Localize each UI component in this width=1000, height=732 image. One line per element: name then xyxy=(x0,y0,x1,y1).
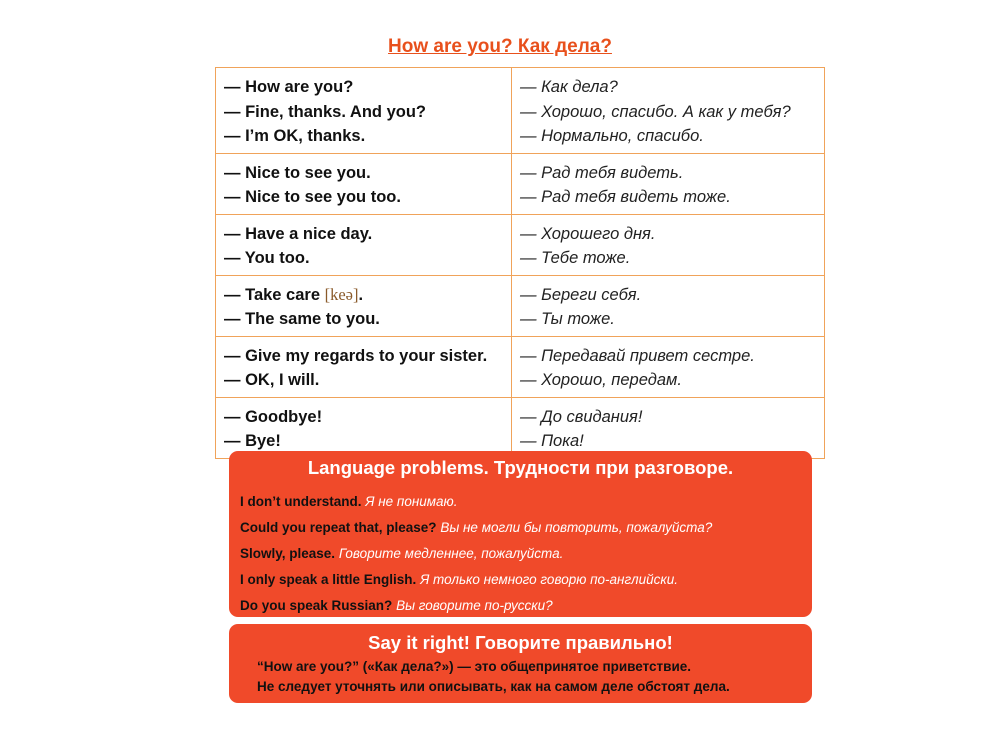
english-cell xyxy=(216,275,512,336)
phrase-russian: Говорите медленнее, пожалуйста. xyxy=(338,546,564,561)
english-cell xyxy=(216,397,512,458)
list-item xyxy=(240,489,812,515)
russian-cell xyxy=(512,153,825,214)
table-row xyxy=(216,275,825,336)
russian-line: — Рад тебя видеть тоже. xyxy=(520,188,731,206)
english-line: — I’m OK, thanks. xyxy=(224,127,366,145)
say-it-right-line: “How are you?” («Как дела?») — это общепринятое приветствие. xyxy=(257,659,692,674)
russian-line: — Тебе тоже. xyxy=(520,249,631,267)
table-row xyxy=(216,68,825,154)
english-line: — You too. xyxy=(224,249,310,267)
russian-line: — Хорошо, спасибо. А как у тебя? xyxy=(520,102,791,121)
phrase-english: I only speak a little English. xyxy=(240,572,417,587)
english-cell xyxy=(216,68,512,154)
english-line: — Nice to see you too. xyxy=(224,188,401,206)
russian-cell xyxy=(512,397,825,458)
russian-line: — Как дела? xyxy=(520,78,618,96)
table-row xyxy=(216,336,825,397)
say-it-right-box xyxy=(229,624,812,703)
english-line: — How are you? xyxy=(224,78,354,96)
phrase-english: Could you repeat that, please? xyxy=(240,520,437,535)
phrase-english: Slowly, please. xyxy=(240,546,336,561)
page-title: How are you? Как дела? xyxy=(388,36,612,57)
phrase-russian: Я не понимаю. xyxy=(365,494,458,509)
english-line xyxy=(224,283,505,308)
phrase-russian: Вы говорите по-русски? xyxy=(396,598,553,613)
russian-line: — Рад тебя видеть. xyxy=(520,163,684,182)
say-it-right-title: Say it right! Говорите правильно! xyxy=(368,632,673,653)
russian-cell xyxy=(512,68,825,154)
english-line: — Nice to see you. xyxy=(224,163,371,182)
russian-line: — Нормально, спасибо. xyxy=(520,127,704,145)
russian-cell xyxy=(512,336,825,397)
take-care-text: — Take care xyxy=(224,285,321,304)
language-problems-title: Language problems. Трудности при разговоре. xyxy=(307,457,734,478)
english-line: — Have a nice day. xyxy=(224,224,373,243)
russian-cell xyxy=(512,214,825,275)
english-cell xyxy=(216,153,512,214)
english-line: — Give my regards to your sister. xyxy=(224,346,488,365)
russian-line: — Хорошо, передам. xyxy=(520,371,682,389)
phrase-english: I don’t understand. xyxy=(240,494,362,509)
phrase-english: Do you speak Russian? xyxy=(240,598,393,613)
russian-line: — Пока! xyxy=(520,432,584,450)
phrase-russian: Я только немного говорю по-английски. xyxy=(420,572,678,587)
english-line: — Fine, thanks. And you? xyxy=(224,102,426,121)
list-item xyxy=(240,567,812,593)
table-row xyxy=(216,153,825,214)
english-line: — Goodbye! xyxy=(224,407,323,426)
period: . xyxy=(358,285,364,304)
russian-line: — Береги себя. xyxy=(520,285,642,304)
language-problems-box xyxy=(229,451,812,617)
english-line: — OK, I will. xyxy=(224,371,320,389)
russian-line: — Хорошего дня. xyxy=(520,224,656,243)
russian-cell xyxy=(512,275,825,336)
table-row xyxy=(216,397,825,458)
phrase-russian: Вы не могли бы повторить, пожалуйста? xyxy=(440,520,713,535)
english-line: — Bye! xyxy=(224,432,281,450)
table-row xyxy=(216,214,825,275)
english-line: — The same to you. xyxy=(224,310,380,328)
phrase-table xyxy=(215,67,825,459)
list-item xyxy=(240,541,812,567)
english-cell xyxy=(216,336,512,397)
transcription: [keə] xyxy=(324,284,359,304)
russian-line: — Ты тоже. xyxy=(520,310,615,328)
list-item xyxy=(240,515,812,541)
language-problems-list xyxy=(229,489,812,619)
english-cell xyxy=(216,214,512,275)
russian-line: — До свидания! xyxy=(520,407,643,426)
list-item xyxy=(240,593,812,619)
say-it-right-line: Не следует уточнять или описывать, как на самом деле обстоят дела. xyxy=(257,679,730,694)
russian-line: — Передавай привет сестре. xyxy=(520,346,755,365)
say-it-right-text xyxy=(229,657,812,697)
